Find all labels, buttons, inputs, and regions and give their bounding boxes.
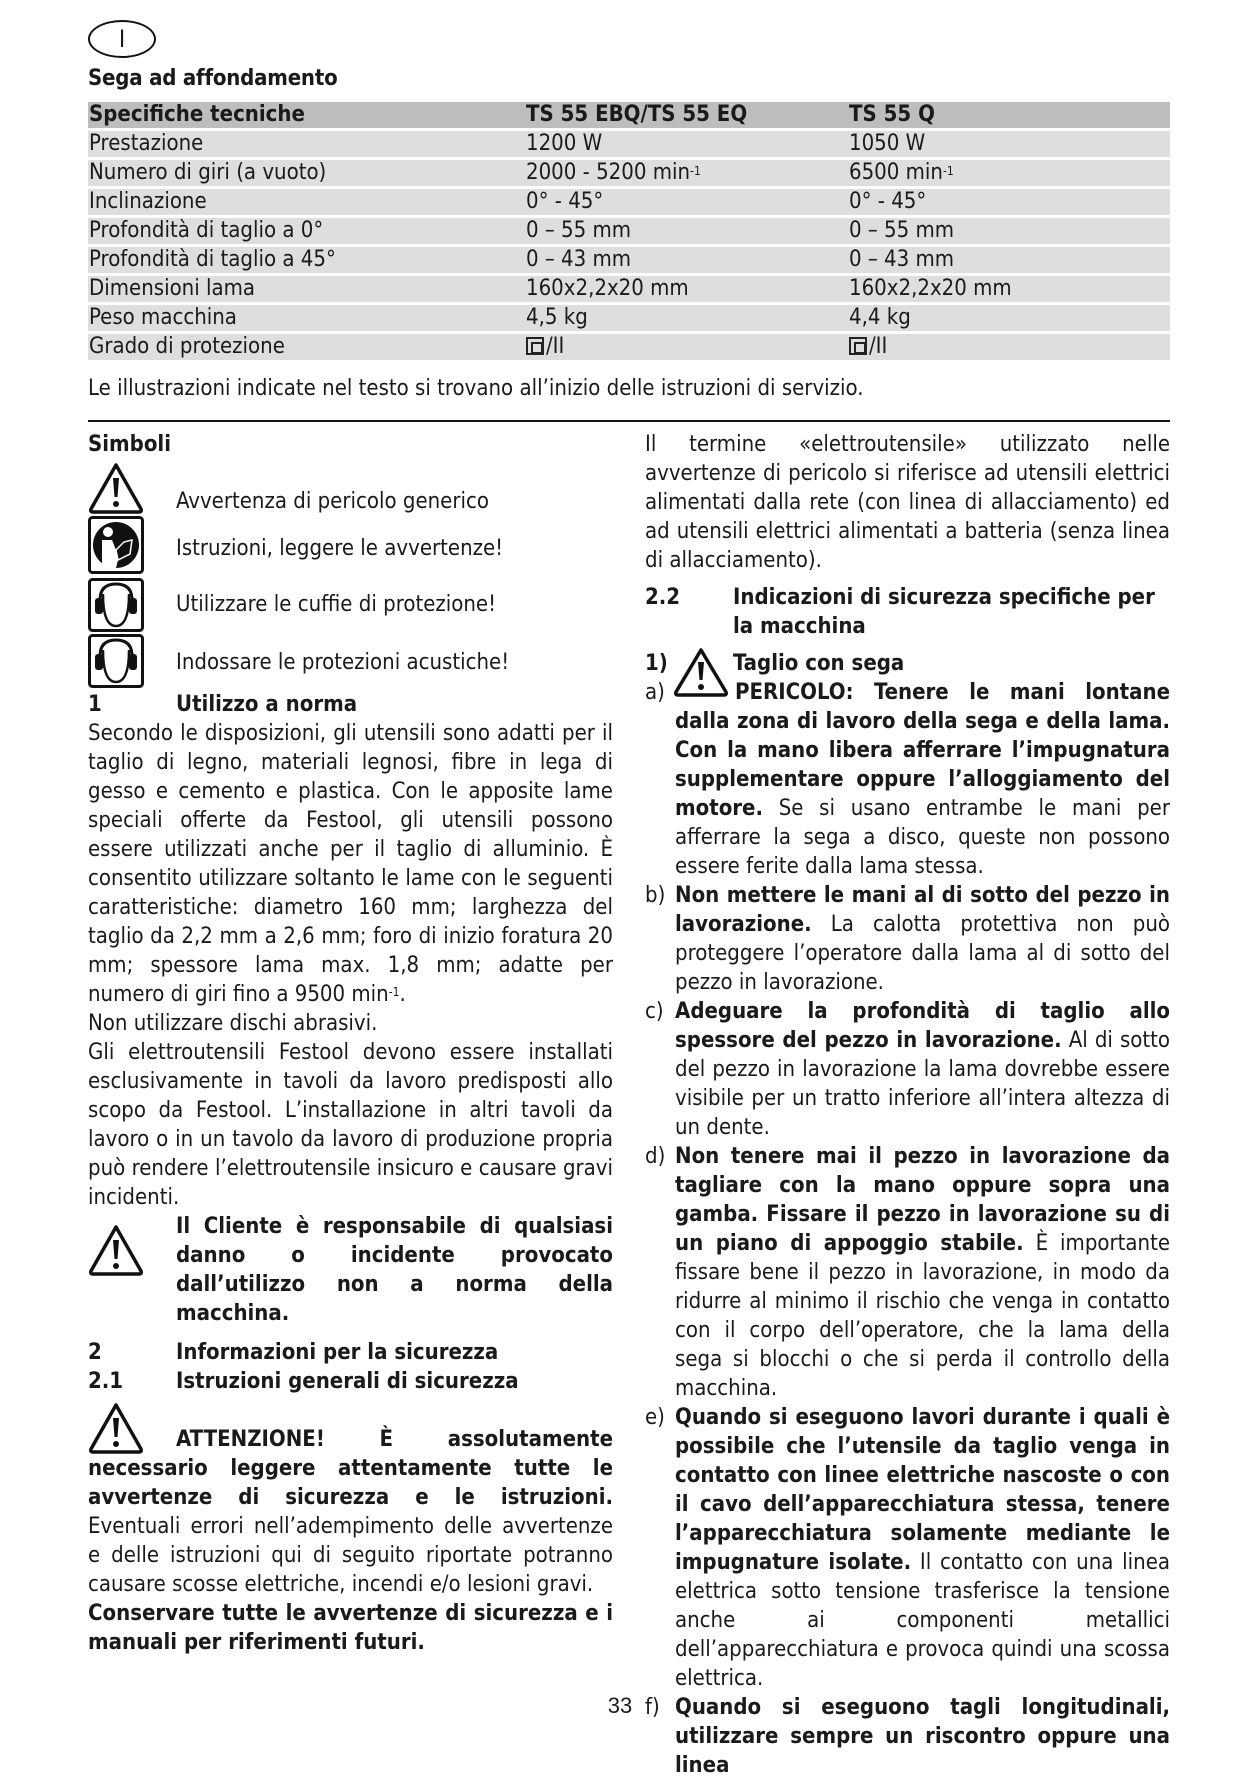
symbol-label: Utilizzare le cuffie di protezione! <box>176 592 497 617</box>
section-1-paragraph: Gli elettroutensili Festool devono essere installati esclusivamente in tavoli da lavoro predisposti allo scopo da Festool. L’installazione in altri tavoli da lavoro o in un tavolo da lavoro di produzione propria può rendere l’elettroutensile insicuro e causare gravi incidenti. <box>88 1040 613 1210</box>
spec-label: Profondità di taglio a 0° <box>88 218 525 244</box>
table-row <box>88 305 1170 331</box>
symbol-label: Avvertenza di pericolo generico <box>176 489 489 514</box>
spec-label: Profondità di taglio a 45° <box>88 247 525 273</box>
safety-item-f: f) Quando si eseguono tagli longitudinali, utilizzare sempre un riscontro oppure una linea <box>645 1695 1170 1778</box>
symbol-label: Istruzioni, leggere le avvertenze! <box>176 536 504 561</box>
divider <box>88 420 1170 422</box>
warning-triangle-icon <box>88 1224 144 1276</box>
saw-cutting-heading: 1) Taglio con sega <box>645 649 1170 678</box>
symbols-heading: Simboli <box>88 432 171 457</box>
illustrations-note: Le illustrazioni indicate nel testo si trovano all’inizio delle istruzioni di servizio. <box>88 376 864 401</box>
product-title: Sega ad affondamento <box>88 66 338 91</box>
spec-label: Dimensioni lama <box>88 276 525 302</box>
spec-value: 1200 W <box>525 131 848 157</box>
right-column <box>645 430 1170 1780</box>
specs-col-header: TS 55 EBQ/TS 55 EQ <box>525 102 848 128</box>
spec-value: 4,4 kg <box>848 305 1170 331</box>
specs-table <box>88 99 1170 363</box>
safety-item-b: b) Non mettere le mani al di sotto del pezzo in lavorazione. La calotta protettiva non può proteggere l’operatore dalla lama al di sotto del pezzo in lavorazione. <box>645 883 1170 995</box>
symbol-label: Indossare le protezioni acustiche! <box>176 650 510 675</box>
section-2-1-heading: 2.1 Istruzioni generali di sicurezza <box>88 1369 519 1394</box>
section-1-paragraph: Non utilizzare dischi abrasivi. <box>88 1011 378 1036</box>
spec-value: 0 – 55 mm <box>848 218 1170 244</box>
safety-item-e: e) Quando si eseguono lavori durante i quali è possibile che l’utensile da taglio venga in contatto con linee elettriche nascoste o con il cavo dell’apparecchiatura stessa, tenere l’apparecchiatura solamente mediante le impugnature isolate. Il contatto con una linea elettrica sotto tensione trasferisce la tensione anche ai componenti metallici dell’apparecchiatura e provoca quindi una scossa elettrica. <box>645 1405 1171 1691</box>
spec-label: Grado di protezione <box>88 334 525 360</box>
table-row <box>88 247 1170 273</box>
table-row <box>88 334 1170 360</box>
symbol-row <box>88 578 613 634</box>
specs-col-header: TS 55 Q <box>848 102 1170 128</box>
section-2-2-heading: 2.2 Indicazioni di sicurezza specifiche per la macchina <box>645 585 1155 639</box>
table-row <box>88 160 1170 186</box>
spec-value: 4,5 kg <box>525 305 848 331</box>
read-manual-icon <box>88 516 144 574</box>
specs-col-header: Specifiche tecniche <box>88 102 525 128</box>
table-row <box>88 189 1170 215</box>
spec-value: /II <box>525 334 848 360</box>
protection-class-ii-icon <box>849 337 867 355</box>
ear-protection-icon <box>88 634 144 688</box>
keep-instructions: Conservare tutte le avvertenze di sicurezza e i manuali per riferimenti futuri. <box>88 1601 613 1655</box>
table-row <box>88 276 1170 302</box>
spec-value: 0° - 45° <box>848 189 1170 215</box>
protection-class-ii-icon <box>526 337 544 355</box>
table-row <box>88 218 1170 244</box>
section-1-paragraph: Secondo le disposizioni, gli utensili sono adatti per il taglio di legno, materiali legnosi, fibre in lega di gesso e cemento e plastica. Con le apposite lame speciali offerte da Festool, gli utensili possono essere utilizzati anche per il taglio di alluminio. È consentito utilizzare soltanto le lame con le seguenti caratteristiche: diametro 160 mm; larghezza del taglio da 2,2 mm a 2,6 mm; foro di inizio foratura 20 mm; spessore lama max. 1,8 mm; adatte per numero di giri fino a 9500 $\min^{-1}$. <box>88 721 613 1007</box>
spec-value: 1050 W <box>848 131 1170 157</box>
safety-item-d: d) Non tenere mai il pezzo in lavorazione da tagliare con la mano oppure sopra una gamba. Fissare il pezzo in lavorazione su di un piano di appoggio stabile. È importante fissare bene il pezzo in lavorazione, in modo da ridurre al minimo il rischio che venga in contatto con il corpo dell’operatore, che la lama della sega si blocchi o che si perda il controllo della macchina. <box>645 1144 1171 1401</box>
symbol-row <box>88 634 613 690</box>
attention-block: ATTENZIONE! È assolutamente necessario leggere attentamente tutte le avvertenze di sicurezza e le istruzioni. Eventuali errori nell’adempimento delle avvertenze e delle istruzioni qui di seguito riportate potranno causare scosse elettriche, incendi e/o lesioni gravi. <box>88 1402 613 1599</box>
warning-triangle-icon <box>88 462 144 514</box>
safety-item-a: a) PERICOLO: Tenere le mani lontane dalla zona di lavoro della sega e della lama. Con la mano libera afferrare l’impugnatura supplementare oppure l’alloggiamento del motore. Se si usano entrambe le mani per afferrare la sega a disco, queste non possono essere ferite dalla lama stessa. <box>645 680 1170 879</box>
spec-value: 2000 - 5200 $\min^{-1}$ <box>525 160 848 186</box>
specs-header-row <box>88 102 1170 128</box>
spec-value: 160x2,2x20 mm <box>525 276 848 302</box>
ear-protection-icon <box>88 578 144 632</box>
misuse-warning: Il Cliente è responsabile di qualsiasi danno o incidente provocato dall’utilizzo non a norma della macchina. <box>88 1212 613 1328</box>
spec-label: Numero di giri (a vuoto) <box>88 160 525 186</box>
spec-label: Peso macchina <box>88 305 525 331</box>
spec-value: 0 – 43 mm <box>848 247 1170 273</box>
spec-value: 0° - 45° <box>525 189 848 215</box>
spec-value: /II <box>848 334 1170 360</box>
spec-label: Inclinazione <box>88 189 525 215</box>
section-1-heading: 1 Utilizzo a norma <box>88 692 358 717</box>
term-note: Il termine «elettroutensile» utilizzato nelle avvertenze di pericolo si riferisce ad utensili elettrici alimentati dalla rete (con linea di allacciamento) ed ad utensili elettrici alimentati a batteria (senza linea di allacciamento). <box>645 432 1170 573</box>
left-column <box>88 430 613 1657</box>
language-code: I <box>118 25 126 53</box>
spec-value: 6500 $\min^{-1}$ <box>848 160 1170 186</box>
spec-value: 0 – 55 mm <box>525 218 848 244</box>
spec-label: Prestazione <box>88 131 525 157</box>
table-row <box>88 131 1170 157</box>
warning-triangle-icon <box>88 1402 144 1454</box>
symbol-row <box>88 516 613 578</box>
spec-value: 160x2,2x20 mm <box>848 276 1170 302</box>
safety-item-c: c) Adeguare la profondità di taglio allo spessore del pezzo in lavorazione. Al di sotto del pezzo in lavorazione la lama dovrebbe essere visibile per un tratto inferiore all’intera altezza di un dente. <box>645 999 1170 1140</box>
symbol-row <box>88 460 613 516</box>
spec-value: 0 – 43 mm <box>525 247 848 273</box>
warning-triangle-icon <box>673 647 729 697</box>
language-badge <box>88 20 156 58</box>
page-number: 33 <box>607 1693 633 1718</box>
section-2-heading: 2 Informazioni per la sicurezza <box>88 1340 499 1365</box>
